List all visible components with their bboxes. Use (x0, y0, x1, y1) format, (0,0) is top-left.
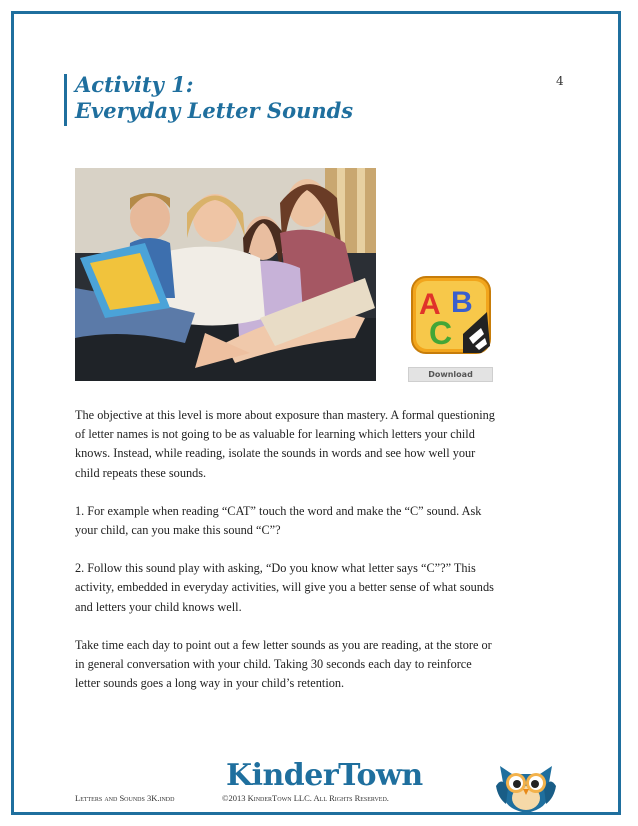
title-line-2: Everyday Letter Sounds (75, 98, 354, 123)
abc-icon-graphic (411, 276, 491, 354)
family-reading-photo (75, 168, 376, 381)
title-accent-bar (64, 74, 67, 126)
owl-graphic (494, 758, 558, 814)
body-text (75, 406, 495, 712)
abc-app-icon[interactable] (411, 276, 491, 354)
letter-c: C (429, 315, 453, 351)
kindertown-logo: KinderTown (226, 758, 423, 793)
letter-b: B (451, 286, 473, 319)
paragraph-step-2: 2. Follow this sound play with asking, “Do you know what letter says “C”?” This activity, embedded in everyday activities, will give you a better sense of what sounds and letters your child knows well. (75, 561, 494, 614)
page-title (75, 72, 353, 124)
owl-mascot-icon (494, 758, 558, 814)
footer-copyright: ©2013 KinderTown LLC. All Rights Reserved. (222, 793, 389, 803)
page-number: 4 (556, 74, 564, 88)
letter-a: A (419, 288, 441, 321)
title-line-1: Activity 1: (75, 72, 194, 97)
paragraph-step-1: 1. For example when reading “CAT” touch the word and make the “C” sound. Ask your child, can you make this sound “C”? (75, 503, 482, 538)
download-button[interactable]: Download (408, 367, 493, 382)
paragraph-daily: Take time each day to point out a few letter sounds as you are reading, at the store or in general conversation with your child. Taking 30 seconds each day to reinforce letter sounds goes a long way in your child’s retention. (75, 637, 492, 691)
photo-illustration (75, 168, 376, 381)
paragraph-objective: The objective at this level is more about exposure than mastery. A formal questioning of letter names is not going to be as valuable for learning which letters your child knows. Instead, while reading, isolate the sounds in words and see how well your child repeats these sounds. (75, 408, 495, 480)
footer-filename: Letters and Sounds 3K.indd (75, 793, 175, 803)
